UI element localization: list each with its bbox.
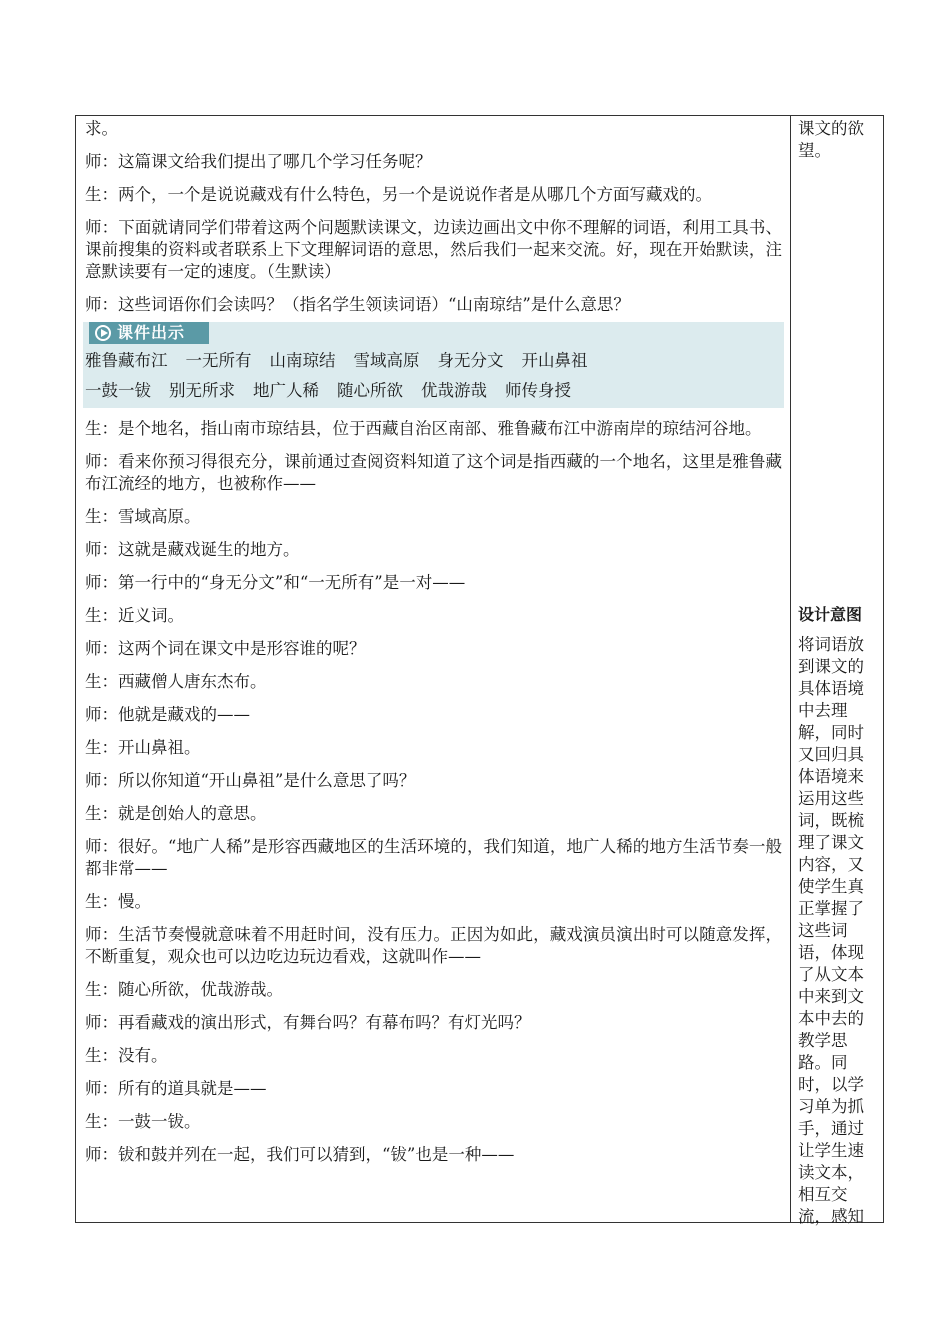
vocabulary-box — [83, 344, 784, 408]
vocab-word: 随心所欲 — [337, 381, 403, 400]
dialogue-line: 师：这两个词在课文中是形容谁的呢？ — [85, 639, 366, 658]
dialogue-line: 师：这些词语你们会读吗？（指名学生领读词语）“山南琼结”是什么意思？ — [85, 295, 630, 314]
dialogue-after — [85, 418, 782, 1166]
dialogue-before — [85, 118, 782, 316]
dialogue-line: 师：下面就请同学们带着这两个问题默读课文，边读边画出文中你不理解的词语，利用工具书、课前搜集的资料或者联系上下文理解词语的意思，然后我们一起来交流。好，现在开始默读，注意默读要有一定的速度。（生默读） — [85, 218, 782, 281]
vocab-word: 雪域高原 — [353, 351, 420, 370]
dialogue-line: 师：第一行中的“身无分文”和“一无所有”是一对—— — [85, 573, 466, 592]
vocab-word: 雅鲁藏布江 — [85, 351, 168, 370]
design-intent-title: 设计意图 — [798, 605, 863, 624]
dialogue-line: 师：看来你预习得很充分，课前通过查阅资料知道了这个词是指西藏的一个地名，这里是雅鲁藏布江流经的地方，也被称作—— — [85, 452, 782, 493]
dialogue-line: 生：两个，一个是说说藏戏有什么特色，另一个是说说作者是从哪几个方面写藏戏的。 — [85, 185, 712, 204]
vocabulary-row — [85, 346, 782, 376]
vocab-word: 身无分文 — [437, 351, 504, 370]
dialogue-line: 生：没有。 — [85, 1046, 168, 1065]
dialogue-column — [85, 118, 782, 1177]
dialogue-line: 师：所以你知道“开山鼻祖”是什么意思了吗？ — [85, 771, 416, 790]
vocab-word: 地广人稀 — [253, 381, 319, 400]
dialogue-line: 生：雪域高原。 — [85, 507, 201, 526]
dialogue-line: 师：钹和鼓并列在一起，我们可以猜到，“钹”也是一种—— — [85, 1145, 515, 1164]
play-icon — [95, 325, 111, 341]
vocab-word: 开山鼻祖 — [521, 351, 588, 370]
dialogue-line: 师：他就是藏戏的—— — [85, 705, 250, 724]
dialogue-line: 师：这就是藏戏诞生的地方。 — [85, 540, 300, 559]
vocab-word: 师传身授 — [505, 381, 571, 400]
dialogue-line: 师：生活节奏慢就意味着不用赶时间，没有压力。正因为如此，藏戏演员演出时可以随意发挥，不断重复，观众也可以边吃边玩边看戏，这就叫作—— — [85, 925, 782, 966]
vocab-word: 优哉游哉 — [421, 381, 487, 400]
dialogue-line: 生：随心所欲，优哉游哉。 — [85, 980, 283, 999]
dialogue-line: 师：这篇课文给我们提出了哪几个学习任务呢？ — [85, 152, 432, 171]
dialogue-line: 生：是个地名，指山南市琼结县，位于西藏自治区南部、雅鲁藏布江中游南岸的琼结河谷地。 — [85, 419, 762, 438]
lesson-table — [75, 115, 884, 1226]
dialogue-line: 生：一鼓一钹。 — [85, 1112, 201, 1131]
vocab-word: 别无所求 — [169, 381, 235, 400]
vocab-word: 一无所有 — [185, 351, 252, 370]
dialogue-line: 求。 — [85, 119, 118, 138]
dialogue-line: 生：慢。 — [85, 892, 151, 911]
dialogue-line: 师：所有的道具就是—— — [85, 1079, 267, 1098]
dialogue-line: 生：开山鼻祖。 — [85, 738, 201, 757]
courseware-label: 课件出示 — [117, 323, 186, 342]
column-divider — [790, 116, 791, 1222]
design-intent-body: 将词语放到课文的具体语境中去理解，同时又回归具体语境来运用这些词，既梳理了课文内容，又使学生真正掌握了这些词语，体现了从文本中来到文本中去的教学思路。同时，以学习单为抓手，通过让学生速读文本，相互交流，感知 — [798, 635, 864, 1226]
courseware-banner — [83, 322, 784, 344]
dialogue-line: 生：就是创始人的意思。 — [85, 804, 267, 823]
vocab-word: 一鼓一钹 — [85, 381, 151, 400]
courseware-label-box — [89, 322, 209, 344]
dialogue-line: 生：西藏僧人唐东杰布。 — [85, 672, 267, 691]
dialogue-line: 师：再看藏戏的演出形式，有舞台吗？有幕布吗？有灯光吗？ — [85, 1013, 531, 1032]
side-note-top: 课文的欲望。 — [798, 119, 864, 160]
dialogue-line: 生：近义词。 — [85, 606, 184, 625]
dialogue-line: 师：很好。“地广人稀”是形容西藏地区的生活环境的，我们知道，地广人稀的地方生活节奏一般都非常—— — [85, 837, 782, 878]
vocabulary-row — [85, 376, 782, 406]
vocab-word: 山南琼结 — [269, 351, 336, 370]
